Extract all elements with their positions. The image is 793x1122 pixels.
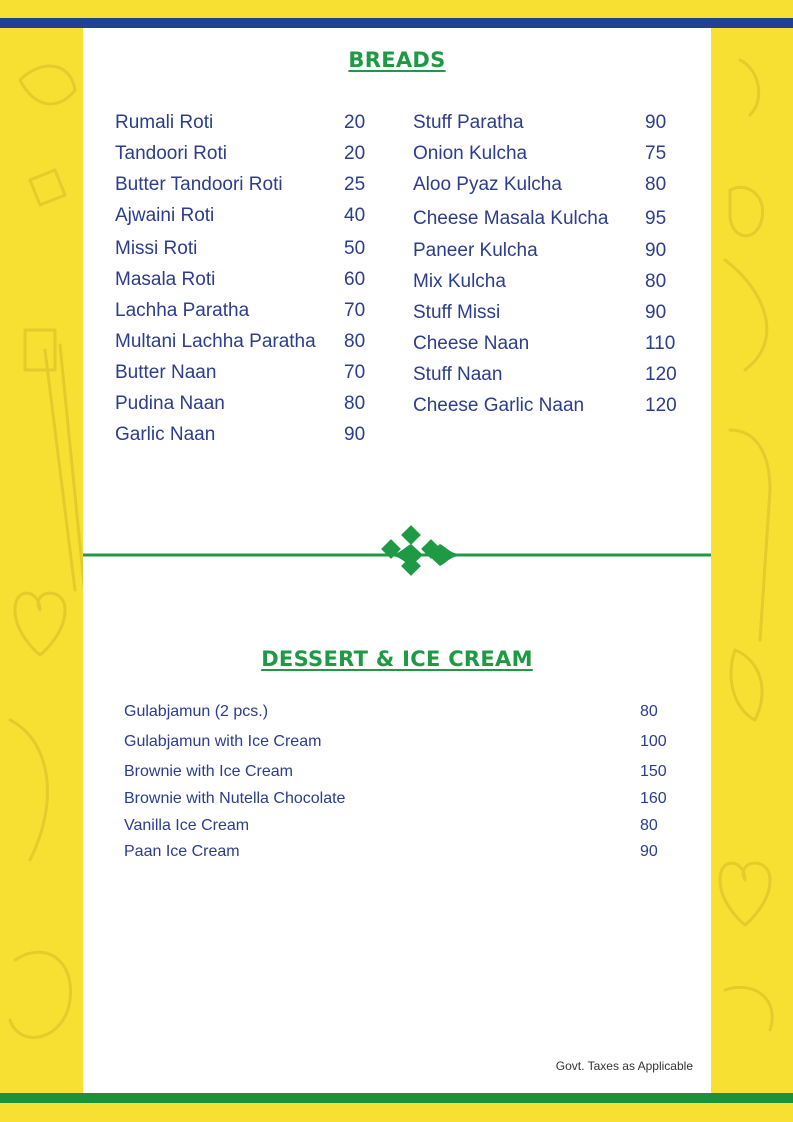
item-price: 80 [645, 271, 667, 292]
menu-item [115, 143, 366, 165]
item-name: Lachha Paratha [115, 300, 250, 321]
item-price: 75 [645, 143, 667, 164]
menu-item [115, 269, 366, 291]
menu-item [413, 333, 676, 355]
item-name: Vanilla Ice Cream [124, 817, 250, 834]
menu-item [413, 395, 677, 417]
item-price: 160 [640, 790, 667, 807]
menu-item [115, 238, 366, 260]
item-name: Stuff Paratha [413, 112, 524, 133]
item-price: 120 [645, 364, 677, 385]
menu-item [115, 205, 366, 227]
menu-item [413, 240, 667, 262]
item-price: 50 [344, 238, 366, 259]
item-name: Butter Naan [115, 362, 217, 383]
menu-item [413, 208, 667, 230]
menu-panel [83, 28, 711, 1093]
item-price: 20 [344, 112, 366, 133]
item-name: Stuff Missi [413, 302, 501, 323]
item-name: Gulabjamun with Ice Cream [124, 733, 322, 750]
item-name: Ajwaini Roti [115, 205, 215, 226]
item-price: 70 [344, 300, 366, 321]
item-name: Cheese Masala Kulcha [413, 208, 609, 229]
menu-item [124, 733, 667, 751]
menu-item [413, 112, 667, 134]
item-price: 100 [640, 733, 667, 750]
item-price: 80 [344, 331, 366, 352]
menu-item [413, 271, 667, 293]
item-price: 80 [640, 703, 658, 720]
breads-heading: BREADS [348, 48, 446, 72]
item-price: 110 [645, 333, 676, 354]
item-price: 90 [645, 302, 667, 323]
item-price: 25 [344, 174, 366, 195]
item-price: 60 [344, 269, 366, 290]
item-name: Gulabjamun (2 pcs.) [124, 703, 269, 720]
menu-item [124, 790, 667, 808]
menu-item [115, 300, 366, 322]
item-name: Butter Tandoori Roti [115, 174, 283, 195]
menu-item [413, 364, 677, 386]
item-name: Cheese Garlic Naan [413, 395, 585, 416]
item-name: Pudina Naan [115, 393, 225, 414]
menu-item [115, 174, 366, 196]
item-price: 150 [640, 763, 667, 780]
menu-item [115, 393, 366, 415]
menu-item [413, 174, 667, 196]
item-price: 40 [344, 205, 366, 226]
item-name: Masala Roti [115, 269, 216, 290]
item-price: 80 [645, 174, 667, 195]
item-name: Paan Ice Cream [124, 843, 240, 860]
item-name: Brownie with Nutella Chocolate [124, 790, 346, 807]
menu-item [115, 112, 366, 134]
item-name: Tandoori Roti [115, 143, 227, 164]
menu-item [124, 763, 667, 781]
item-price: 70 [344, 362, 366, 383]
item-name: Missi Roti [115, 238, 198, 259]
item-price: 20 [344, 143, 366, 164]
dessert-heading: DESSERT & ICE CREAM [261, 647, 533, 671]
item-price: 95 [645, 208, 667, 229]
item-price: 120 [645, 395, 677, 416]
item-name: Multani Lachha Paratha [115, 331, 316, 352]
item-name: Onion Kulcha [413, 143, 528, 164]
item-name: Stuff Naan [413, 364, 503, 385]
taxes-note: Govt. Taxes as Applicable [555, 1059, 693, 1073]
item-name: Cheese Naan [413, 333, 530, 354]
item-price: 90 [645, 240, 667, 261]
item-price: 90 [645, 112, 667, 133]
ornamental-divider [83, 522, 711, 588]
item-name: Aloo Pyaz Kulcha [413, 174, 562, 195]
menu-item [115, 424, 366, 446]
item-price: 90 [344, 424, 366, 445]
menu-item [115, 331, 366, 353]
item-name: Mix Kulcha [413, 271, 506, 292]
item-name: Rumali Roti [115, 112, 214, 133]
item-price: 80 [640, 817, 658, 834]
item-name: Garlic Naan [115, 424, 216, 445]
menu-item [124, 703, 658, 721]
menu-item [124, 843, 658, 861]
item-name: Brownie with Ice Cream [124, 763, 293, 780]
menu-item [413, 143, 667, 165]
item-name: Paneer Kulcha [413, 240, 538, 261]
menu-item [115, 362, 366, 384]
menu-item [124, 817, 658, 835]
item-price: 80 [344, 393, 366, 414]
item-price: 90 [640, 843, 658, 860]
menu-item [413, 302, 667, 324]
